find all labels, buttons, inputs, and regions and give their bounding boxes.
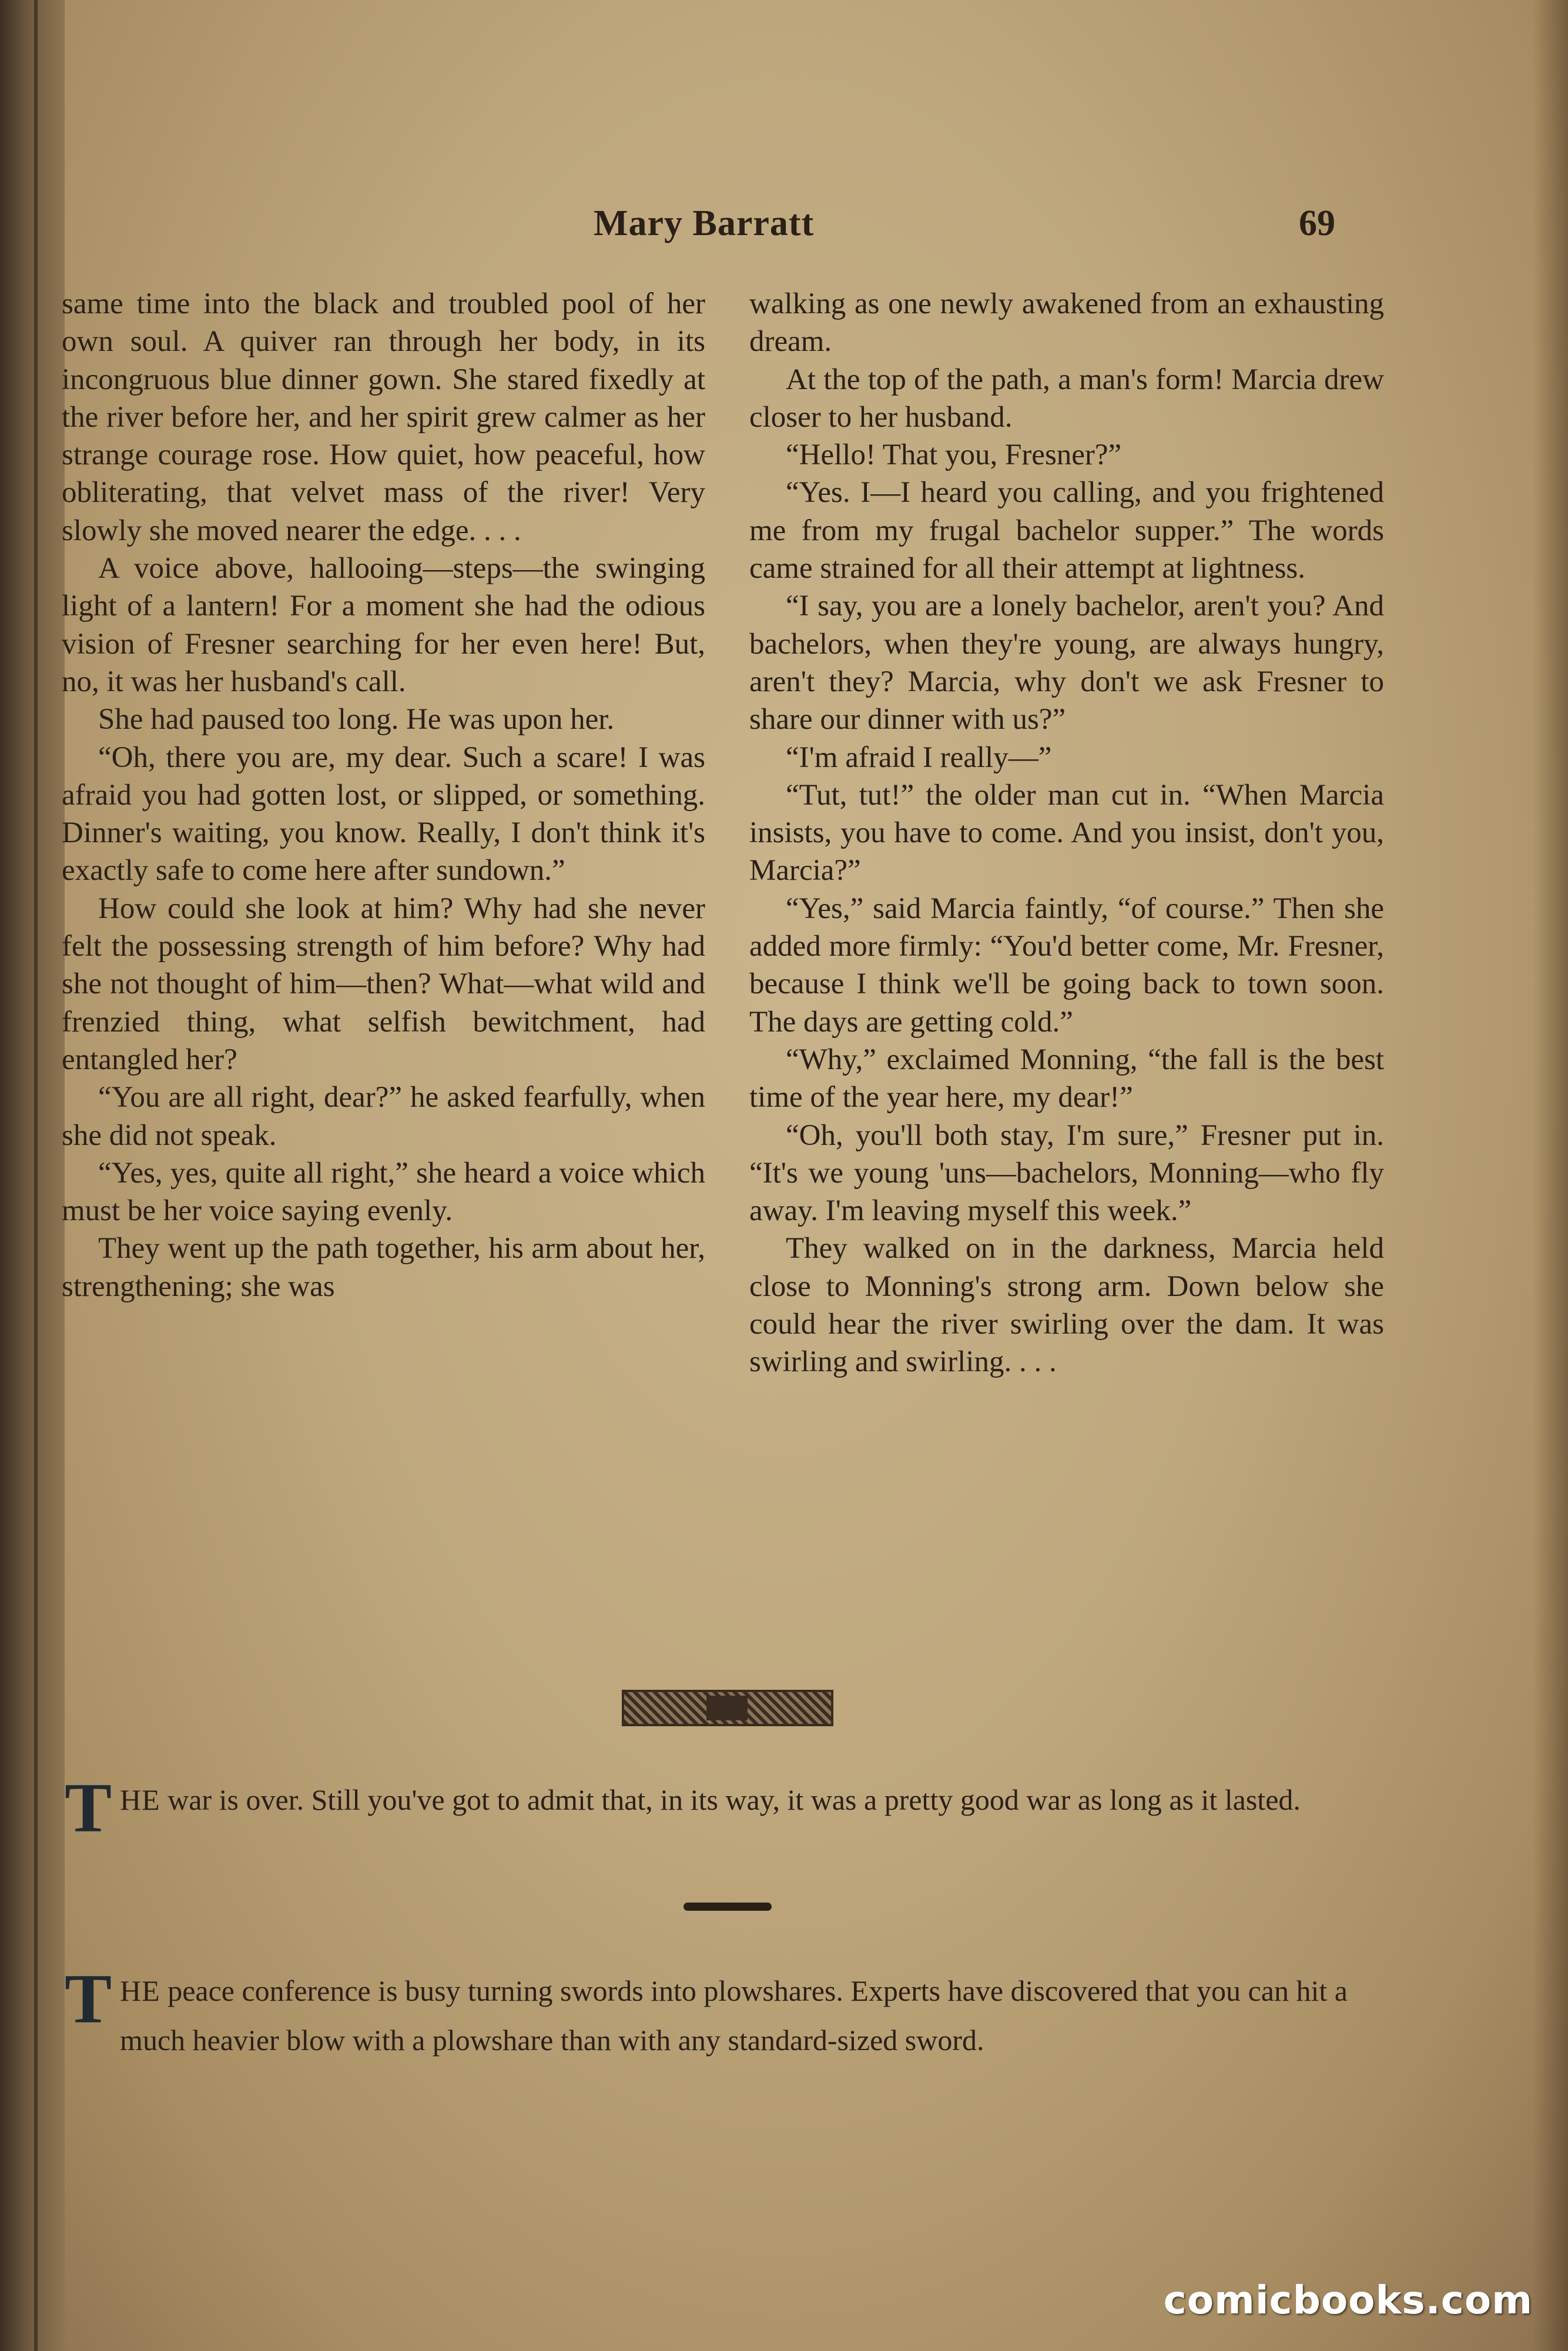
spine-binding-line	[34, 0, 38, 2351]
filler-paragraph-war	[65, 1769, 1387, 1847]
filler-text: war is over. Still you've got to admit that, in its way, it was a pretty good war as long as it lasted.	[160, 1783, 1301, 1816]
right-paragraph: At the top of the path, a man's form! Marcia drew closer to her husband.	[749, 363, 1384, 434]
filler-lead-in: HE	[120, 1974, 160, 2007]
right-paragraph: “I'm afraid I really—”	[786, 741, 1052, 774]
right-paragraph: “Tut, tut!” the older man cut in. “When Marcia insists, you have to come. And you insist, don't you, Marcia?”	[749, 778, 1384, 888]
left-paragraph: “You are all right, dear?” he asked fearfully, when she did not speak.	[62, 1081, 705, 1152]
running-title: Mary Barratt	[594, 203, 815, 243]
drop-cap-letter: T	[65, 1769, 112, 1847]
left-paragraph: She had paused too long. He was upon her.	[98, 703, 615, 736]
right-paragraph: “Oh, you'll both stay, I'm sure,” Fresner put in. “It's we young 'uns—bachelors, Monning—who fly away. I'm leaving myself this week.”	[749, 1118, 1384, 1228]
right-paragraph: “I say, you are a lonely bachelor, aren't you? And bachelors, when they're young, are always hungry, aren't they? Marcia, why don't we ask Fresner to share our dinner with us?”	[749, 590, 1384, 736]
left-text-column	[62, 285, 705, 1305]
end-of-story-ornament	[622, 1690, 833, 1726]
left-paragraph: A voice above, hallooing—steps—the swinging light of a lantern! For a moment she had the odious vision of Fresner searching for her even here! But, no, it was her husband's call.	[62, 552, 705, 698]
left-paragraph: How could she look at him? Why had she never felt the possessing strength of him before? Why had she not thought of him—then? What—what wild and frenzied thing, what selfish bewitchment, had entangled her?	[62, 892, 705, 1076]
left-paragraph: “Oh, there you are, my dear. Such a scare! I was afraid you had gotten lost, or slipped, or something. Dinner's waiting, you know. Really, I don't think it's exactly safe to come here after sundown.”	[62, 741, 705, 888]
filler-text: peace conference is busy turning swords into plowshares. Experts have discovered that you can hit a much heavier blow with a plowshare than with any standard-sized sword.	[120, 1974, 1348, 2057]
right-paragraph: They walked on in the darkness, Marcia held close to Monning's strong arm. Down below she could hear the river swirling over the dam. It was swirling and swirling. . . .	[749, 1232, 1384, 1379]
site-watermark: comicbooks.com	[1163, 2278, 1533, 2323]
section-divider-ornament	[684, 1903, 772, 1911]
left-paragraph: same time into the black and troubled pool of her own soul. A quiver ran through her body, in its incongruous blue dinner gown. She stared fixedly at the river before her, and her spirit grew calmer as her strange courage rose. How quiet, how peaceful, how obliterating, that velvet mass of the river! Very slowly she moved nearer the edge. . . .	[62, 287, 705, 547]
right-text-column	[749, 285, 1384, 1381]
running-header	[0, 203, 1568, 256]
page-edge-shadow	[1533, 0, 1568, 2351]
page-number: 69	[1299, 203, 1335, 243]
right-paragraph: “Hello! That you, Fresner?”	[786, 438, 1122, 472]
filler-lead-in: HE	[120, 1783, 160, 1816]
filler-paragraph-peace	[65, 1960, 1387, 2065]
right-paragraph: walking as one newly awakened from an exhausting dream.	[749, 287, 1384, 359]
book-spine	[0, 0, 65, 2351]
left-paragraph: They went up the path together, his arm about her, strengthening; she was	[62, 1232, 705, 1303]
drop-cap-letter: T	[65, 1960, 112, 2038]
right-paragraph: “Yes. I—I heard you calling, and you frightened me from my frugal bachelor supper.” The words came strained for all their attempt at lightness.	[749, 476, 1384, 585]
right-paragraph: “Yes,” said Marcia faintly, “of course.” Then she added more firmly: “You'd better come, Mr. Fresner, because I think we'll be going back to town soon. The days are getting cold.”	[749, 892, 1384, 1039]
left-paragraph: “Yes, yes, quite all right,” she heard a voice which must be her voice saying evenly.	[62, 1156, 705, 1228]
right-paragraph: “Why,” exclaimed Monning, “the fall is the best time of the year here, my dear!”	[749, 1043, 1384, 1114]
